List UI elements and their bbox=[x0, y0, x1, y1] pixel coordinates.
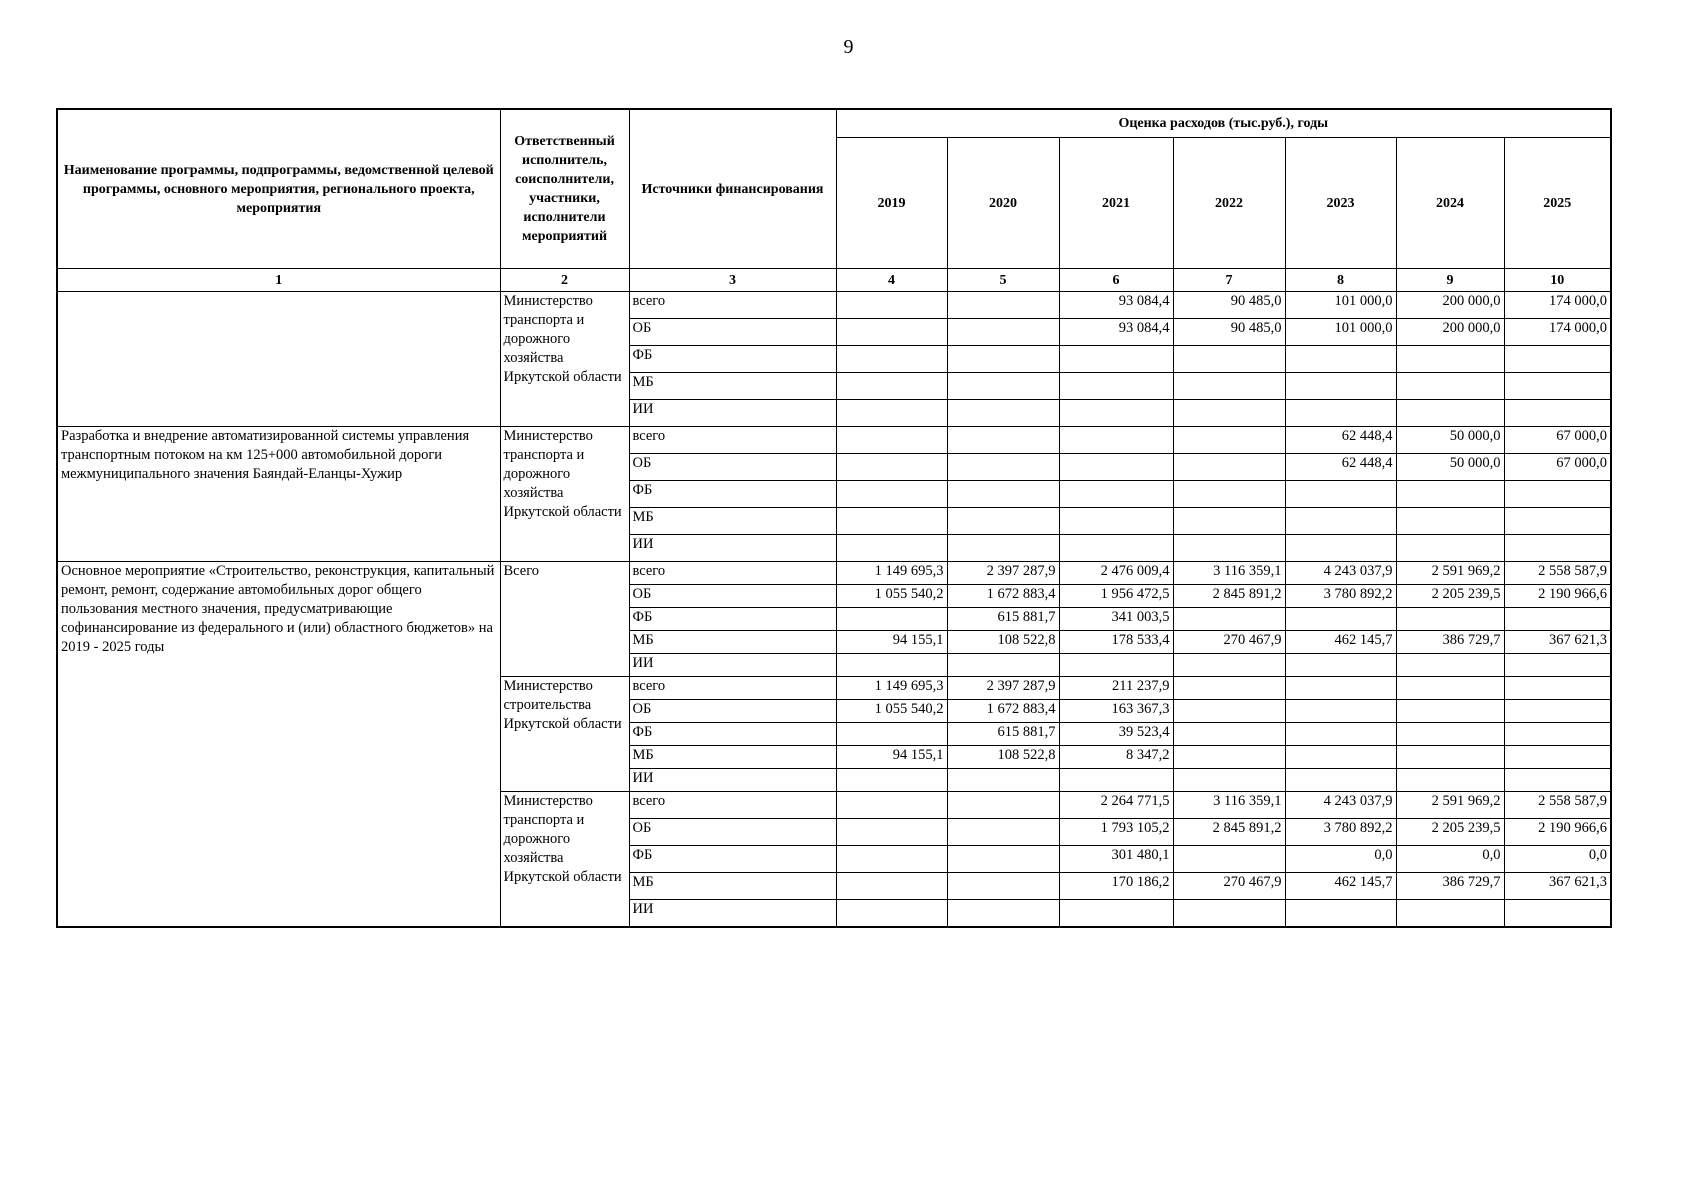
header-year: 2021 bbox=[1059, 138, 1173, 269]
amount-cell bbox=[1285, 723, 1396, 746]
executor-cell: Всего bbox=[500, 562, 629, 677]
funding-source-cell: всего bbox=[629, 677, 836, 700]
amount-cell: 2 397 287,9 bbox=[947, 677, 1059, 700]
amount-cell bbox=[1173, 700, 1285, 723]
funding-source-cell: ОБ bbox=[629, 700, 836, 723]
amount-cell bbox=[1173, 608, 1285, 631]
amount-cell bbox=[947, 427, 1059, 454]
amount-cell bbox=[836, 769, 947, 792]
amount-cell: 101 000,0 bbox=[1285, 292, 1396, 319]
amount-cell: 4 243 037,9 bbox=[1285, 562, 1396, 585]
amount-cell: 90 485,0 bbox=[1173, 292, 1285, 319]
amount-cell: 0,0 bbox=[1285, 846, 1396, 873]
table-row bbox=[57, 292, 1611, 319]
executor-cell: Министерство транспорта и дорожного хозяйства Иркутской области bbox=[500, 292, 629, 427]
amount-cell bbox=[1285, 900, 1396, 928]
amount-cell bbox=[1504, 746, 1611, 769]
amount-cell: 3 116 359,1 bbox=[1173, 562, 1285, 585]
amount-cell bbox=[836, 292, 947, 319]
amount-cell bbox=[1504, 346, 1611, 373]
amount-cell: 0,0 bbox=[1396, 846, 1504, 873]
amount-cell bbox=[1173, 654, 1285, 677]
funding-source-cell: всего bbox=[629, 792, 836, 819]
amount-cell bbox=[947, 481, 1059, 508]
amount-cell: 200 000,0 bbox=[1396, 292, 1504, 319]
funding-source-cell: ИИ bbox=[629, 654, 836, 677]
program-name-cell: Основное мероприятие «Строительство, реконструкция, капитальный ремонт, ремонт, содержание автомобильных дорог общего пользования местного значения, предусматривающие софинансирование из федерального и (или) областного бюджетов» на 2019 - 2025 годы bbox=[57, 562, 500, 928]
header-spending-estimate: Оценка расходов (тыс.руб.), годы bbox=[836, 109, 1611, 138]
header-year: 2025 bbox=[1504, 138, 1611, 269]
amount-cell: 50 000,0 bbox=[1396, 427, 1504, 454]
amount-cell bbox=[947, 508, 1059, 535]
amount-cell bbox=[1059, 454, 1173, 481]
amount-cell bbox=[1285, 373, 1396, 400]
amount-cell: 341 003,5 bbox=[1059, 608, 1173, 631]
amount-cell bbox=[1396, 346, 1504, 373]
amount-cell bbox=[1173, 373, 1285, 400]
funding-source-cell: ОБ bbox=[629, 454, 836, 481]
column-number: 3 bbox=[629, 269, 836, 292]
amount-cell bbox=[836, 508, 947, 535]
amount-cell bbox=[1173, 677, 1285, 700]
amount-cell bbox=[1285, 677, 1396, 700]
amount-cell: 1 149 695,3 bbox=[836, 677, 947, 700]
amount-cell bbox=[836, 373, 947, 400]
amount-cell bbox=[836, 400, 947, 427]
amount-cell bbox=[1173, 400, 1285, 427]
amount-cell: 108 522,8 bbox=[947, 746, 1059, 769]
program-name-cell bbox=[57, 292, 500, 427]
table-row bbox=[57, 427, 1611, 454]
amount-cell: 108 522,8 bbox=[947, 631, 1059, 654]
amount-cell bbox=[1396, 700, 1504, 723]
amount-cell: 367 621,3 bbox=[1504, 873, 1611, 900]
amount-cell: 211 237,9 bbox=[1059, 677, 1173, 700]
column-number: 8 bbox=[1285, 269, 1396, 292]
amount-cell: 2 264 771,5 bbox=[1059, 792, 1173, 819]
header-year: 2023 bbox=[1285, 138, 1396, 269]
table-body bbox=[57, 292, 1611, 928]
amount-cell bbox=[947, 319, 1059, 346]
amount-cell bbox=[1396, 746, 1504, 769]
funding-source-cell: ОБ bbox=[629, 585, 836, 608]
amount-cell: 270 467,9 bbox=[1173, 873, 1285, 900]
amount-cell bbox=[1173, 900, 1285, 928]
amount-cell bbox=[947, 873, 1059, 900]
amount-cell bbox=[1396, 723, 1504, 746]
amount-cell bbox=[836, 454, 947, 481]
amount-cell bbox=[947, 654, 1059, 677]
amount-cell bbox=[1285, 769, 1396, 792]
executor-cell: Министерство строительства Иркутской области bbox=[500, 677, 629, 792]
amount-cell: 170 186,2 bbox=[1059, 873, 1173, 900]
column-number: 5 bbox=[947, 269, 1059, 292]
amount-cell bbox=[947, 400, 1059, 427]
amount-cell bbox=[836, 723, 947, 746]
amount-cell: 386 729,7 bbox=[1396, 873, 1504, 900]
amount-cell: 3 780 892,2 bbox=[1285, 819, 1396, 846]
amount-cell: 1 672 883,4 bbox=[947, 585, 1059, 608]
amount-cell bbox=[1059, 769, 1173, 792]
header-year: 2022 bbox=[1173, 138, 1285, 269]
amount-cell bbox=[1173, 454, 1285, 481]
amount-cell: 2 205 239,5 bbox=[1396, 585, 1504, 608]
amount-cell: 62 448,4 bbox=[1285, 454, 1396, 481]
amount-cell bbox=[1059, 346, 1173, 373]
amount-cell: 615 881,7 bbox=[947, 723, 1059, 746]
funding-source-cell: ФБ bbox=[629, 481, 836, 508]
funding-source-cell: МБ bbox=[629, 631, 836, 654]
amount-cell bbox=[1173, 746, 1285, 769]
amount-cell bbox=[1504, 723, 1611, 746]
column-number-row bbox=[57, 269, 1611, 292]
amount-cell: 3 116 359,1 bbox=[1173, 792, 1285, 819]
amount-cell: 93 084,4 bbox=[1059, 319, 1173, 346]
amount-cell: 200 000,0 bbox=[1396, 319, 1504, 346]
funding-source-cell: ФБ bbox=[629, 608, 836, 631]
funding-source-cell: всего bbox=[629, 427, 836, 454]
amount-cell bbox=[1504, 373, 1611, 400]
amount-cell bbox=[836, 319, 947, 346]
amount-cell bbox=[1504, 769, 1611, 792]
funding-source-cell: ИИ bbox=[629, 769, 836, 792]
funding-source-cell: всего bbox=[629, 292, 836, 319]
amount-cell: 39 523,4 bbox=[1059, 723, 1173, 746]
header-year: 2024 bbox=[1396, 138, 1504, 269]
amount-cell: 1 793 105,2 bbox=[1059, 819, 1173, 846]
amount-cell bbox=[1396, 677, 1504, 700]
executor-cell: Министерство транспорта и дорожного хозяйства Иркутской области bbox=[500, 427, 629, 562]
amount-cell: 94 155,1 bbox=[836, 631, 947, 654]
amount-cell bbox=[1059, 535, 1173, 562]
amount-cell: 174 000,0 bbox=[1504, 292, 1611, 319]
amount-cell bbox=[1059, 400, 1173, 427]
amount-cell bbox=[1059, 654, 1173, 677]
header-funding-source: Источники финансирования bbox=[629, 109, 836, 269]
amount-cell bbox=[1396, 400, 1504, 427]
amount-cell: 1 672 883,4 bbox=[947, 700, 1059, 723]
amount-cell: 4 243 037,9 bbox=[1285, 792, 1396, 819]
funding-source-cell: МБ bbox=[629, 746, 836, 769]
table-row bbox=[57, 562, 1611, 585]
amount-cell bbox=[1285, 400, 1396, 427]
amount-cell bbox=[1504, 508, 1611, 535]
amount-cell bbox=[1396, 508, 1504, 535]
amount-cell bbox=[836, 792, 947, 819]
amount-cell: 174 000,0 bbox=[1504, 319, 1611, 346]
amount-cell bbox=[1059, 508, 1173, 535]
amount-cell: 2 205 239,5 bbox=[1396, 819, 1504, 846]
amount-cell: 2 476 009,4 bbox=[1059, 562, 1173, 585]
funding-source-cell: ФБ bbox=[629, 346, 836, 373]
amount-cell: 8 347,2 bbox=[1059, 746, 1173, 769]
amount-cell: 178 533,4 bbox=[1059, 631, 1173, 654]
amount-cell bbox=[947, 792, 1059, 819]
amount-cell bbox=[947, 373, 1059, 400]
funding-source-cell: МБ bbox=[629, 373, 836, 400]
amount-cell: 2 558 587,9 bbox=[1504, 792, 1611, 819]
amount-cell bbox=[1173, 481, 1285, 508]
amount-cell bbox=[1504, 654, 1611, 677]
funding-source-cell: всего bbox=[629, 562, 836, 585]
amount-cell: 3 780 892,2 bbox=[1285, 585, 1396, 608]
funding-source-cell: ИИ bbox=[629, 400, 836, 427]
header-executor: Ответственный исполнитель, соисполнители, участники, исполнители мероприятий bbox=[500, 109, 629, 269]
amount-cell: 67 000,0 bbox=[1504, 454, 1611, 481]
executor-cell: Министерство транспорта и дорожного хозяйства Иркутской области bbox=[500, 792, 629, 928]
header-year: 2019 bbox=[836, 138, 947, 269]
amount-cell bbox=[836, 654, 947, 677]
column-number: 1 bbox=[57, 269, 500, 292]
amount-cell bbox=[836, 900, 947, 928]
amount-cell bbox=[947, 346, 1059, 373]
amount-cell bbox=[1396, 535, 1504, 562]
amount-cell bbox=[1285, 700, 1396, 723]
amount-cell: 2 845 891,2 bbox=[1173, 585, 1285, 608]
header-row bbox=[57, 109, 1611, 138]
amount-cell bbox=[1504, 400, 1611, 427]
amount-cell: 367 621,3 bbox=[1504, 631, 1611, 654]
amount-cell bbox=[1173, 427, 1285, 454]
amount-cell bbox=[836, 873, 947, 900]
amount-cell: 94 155,1 bbox=[836, 746, 947, 769]
funding-source-cell: ФБ bbox=[629, 846, 836, 873]
amount-cell bbox=[836, 481, 947, 508]
amount-cell bbox=[1285, 508, 1396, 535]
column-number: 4 bbox=[836, 269, 947, 292]
amount-cell bbox=[1396, 481, 1504, 508]
amount-cell bbox=[1285, 346, 1396, 373]
amount-cell bbox=[947, 769, 1059, 792]
amount-cell: 301 480,1 bbox=[1059, 846, 1173, 873]
amount-cell bbox=[1504, 900, 1611, 928]
amount-cell: 101 000,0 bbox=[1285, 319, 1396, 346]
amount-cell: 1 956 472,5 bbox=[1059, 585, 1173, 608]
amount-cell bbox=[947, 454, 1059, 481]
amount-cell: 90 485,0 bbox=[1173, 319, 1285, 346]
amount-cell bbox=[947, 535, 1059, 562]
budget-table bbox=[56, 108, 1612, 928]
column-number: 9 bbox=[1396, 269, 1504, 292]
funding-source-cell: ФБ bbox=[629, 723, 836, 746]
amount-cell: 2 591 969,2 bbox=[1396, 562, 1504, 585]
amount-cell bbox=[1059, 900, 1173, 928]
amount-cell bbox=[1396, 900, 1504, 928]
amount-cell: 50 000,0 bbox=[1396, 454, 1504, 481]
amount-cell: 462 145,7 bbox=[1285, 873, 1396, 900]
amount-cell: 386 729,7 bbox=[1396, 631, 1504, 654]
column-number: 10 bbox=[1504, 269, 1611, 292]
amount-cell bbox=[1504, 608, 1611, 631]
amount-cell: 67 000,0 bbox=[1504, 427, 1611, 454]
amount-cell: 2 190 966,6 bbox=[1504, 585, 1611, 608]
header-program-name: Наименование программы, подпрограммы, ведомственной целевой программы, основного мероприятия, регионального проекта, мероприятия bbox=[57, 109, 500, 269]
amount-cell: 2 558 587,9 bbox=[1504, 562, 1611, 585]
funding-source-cell: ОБ bbox=[629, 819, 836, 846]
amount-cell: 615 881,7 bbox=[947, 608, 1059, 631]
amount-cell: 2 845 891,2 bbox=[1173, 819, 1285, 846]
amount-cell: 1 149 695,3 bbox=[836, 562, 947, 585]
amount-cell bbox=[836, 427, 947, 454]
funding-source-cell: МБ bbox=[629, 508, 836, 535]
amount-cell bbox=[1504, 677, 1611, 700]
amount-cell bbox=[1504, 481, 1611, 508]
amount-cell bbox=[1173, 723, 1285, 746]
page-number: 9 bbox=[843, 36, 854, 58]
amount-cell: 1 055 540,2 bbox=[836, 700, 947, 723]
amount-cell bbox=[1396, 769, 1504, 792]
amount-cell bbox=[836, 608, 947, 631]
amount-cell bbox=[836, 535, 947, 562]
amount-cell bbox=[1504, 535, 1611, 562]
amount-cell: 0,0 bbox=[1504, 846, 1611, 873]
amount-cell: 2 591 969,2 bbox=[1396, 792, 1504, 819]
amount-cell: 1 055 540,2 bbox=[836, 585, 947, 608]
amount-cell bbox=[1285, 608, 1396, 631]
amount-cell: 2 190 966,6 bbox=[1504, 819, 1611, 846]
amount-cell bbox=[1059, 373, 1173, 400]
funding-source-cell: ИИ bbox=[629, 900, 836, 928]
amount-cell: 93 084,4 bbox=[1059, 292, 1173, 319]
amount-cell bbox=[1059, 427, 1173, 454]
amount-cell bbox=[1285, 654, 1396, 677]
amount-cell bbox=[1396, 608, 1504, 631]
amount-cell: 462 145,7 bbox=[1285, 631, 1396, 654]
column-number: 2 bbox=[500, 269, 629, 292]
amount-cell bbox=[1173, 346, 1285, 373]
amount-cell bbox=[947, 900, 1059, 928]
amount-cell bbox=[1285, 535, 1396, 562]
column-number: 6 bbox=[1059, 269, 1173, 292]
amount-cell bbox=[1173, 769, 1285, 792]
amount-cell: 62 448,4 bbox=[1285, 427, 1396, 454]
amount-cell: 163 367,3 bbox=[1059, 700, 1173, 723]
amount-cell bbox=[947, 846, 1059, 873]
amount-cell: 2 397 287,9 bbox=[947, 562, 1059, 585]
amount-cell bbox=[1173, 535, 1285, 562]
amount-cell: 270 467,9 bbox=[1173, 631, 1285, 654]
amount-cell bbox=[1285, 481, 1396, 508]
amount-cell bbox=[947, 292, 1059, 319]
amount-cell bbox=[1173, 508, 1285, 535]
program-name-cell: Разработка и внедрение автоматизированной системы управления транспортным потоком на км 125+000 автомобильной дороги межмуниципального значения Баяндай-Еланцы-Хужир bbox=[57, 427, 500, 562]
funding-source-cell: ИИ bbox=[629, 535, 836, 562]
amount-cell bbox=[1173, 846, 1285, 873]
amount-cell bbox=[836, 846, 947, 873]
column-number: 7 bbox=[1173, 269, 1285, 292]
amount-cell bbox=[836, 346, 947, 373]
amount-cell bbox=[1504, 700, 1611, 723]
amount-cell bbox=[1285, 746, 1396, 769]
amount-cell bbox=[947, 819, 1059, 846]
amount-cell bbox=[1396, 654, 1504, 677]
amount-cell bbox=[1396, 373, 1504, 400]
funding-source-cell: МБ bbox=[629, 873, 836, 900]
amount-cell bbox=[836, 819, 947, 846]
funding-source-cell: ОБ bbox=[629, 319, 836, 346]
header-year: 2020 bbox=[947, 138, 1059, 269]
amount-cell bbox=[1059, 481, 1173, 508]
